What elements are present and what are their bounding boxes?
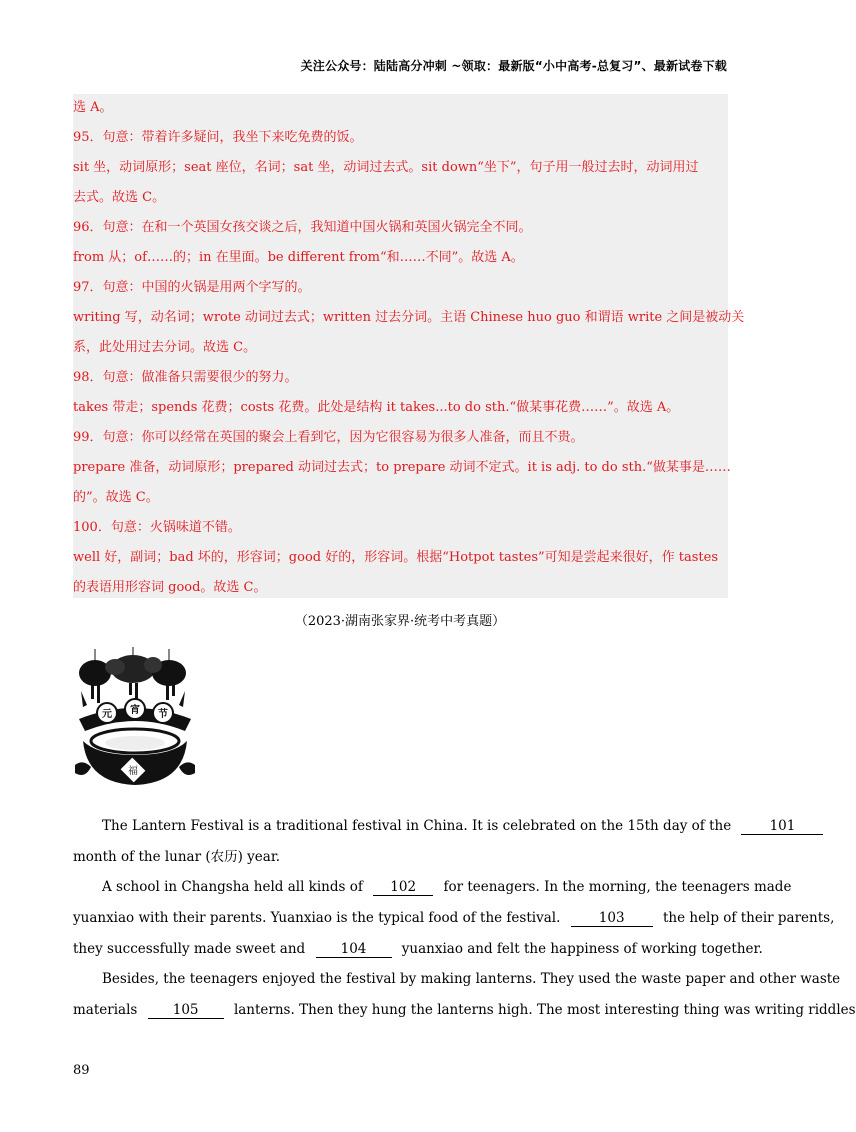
answer-line: 99．句意：你可以经常在英国的聚会上看到它，因为它很容易为很多人准备，而且不贵。 <box>73 430 584 445</box>
answer-line: prepare 准备，动词原形；prepared 动词过去式；to prepare 动词不定式。it is adj. to do sth.“做某事是…… <box>73 460 731 475</box>
passage-line <box>73 848 728 866</box>
answer-line: 选 A。 <box>73 100 113 115</box>
lantern-festival-illustration <box>73 647 197 789</box>
answer-line: 96．句意：在和一个英国女孩交谈之后，我知道中国火锅和英国火锅完全不同。 <box>73 220 532 235</box>
answer-line: 95．句意：带着许多疑问，我坐下来吃免费的饭。 <box>73 130 363 145</box>
answer-line: 97．句意：中国的火锅是用两个字写的。 <box>73 280 311 295</box>
blank-102[interactable]: 102 <box>373 880 433 896</box>
answer-line: sit 坐，动词原形；seat 座位，名词；sat 坐，动词过去式。sit down“坐下”，句子用一般过去时，动词用过 <box>73 160 699 175</box>
answer-line: 系，此处用过去分词。故选 C。 <box>73 340 257 355</box>
passage-text: yuanxiao and felt the happiness of working together. <box>401 941 763 957</box>
lantern-icon <box>73 647 197 789</box>
passage-text: A school in Changsha held all kinds of <box>102 879 363 895</box>
answer-line: 的表语用形容词 good。故选 C。 <box>73 580 267 595</box>
passage-text: Besides, the teenagers enjoyed the festival by making lanterns. They used the waste paper and other waste <box>102 971 841 987</box>
passage-text: the help of their parents, <box>662 910 835 926</box>
answer-line: 100．句意：火锅味道不错。 <box>73 520 241 535</box>
answer-line: 98．句意：做准备只需要很少的努力。 <box>73 370 298 385</box>
fu-seal: 福 <box>128 766 138 777</box>
passage-line <box>73 817 796 835</box>
page-number: 89 <box>73 1063 90 1078</box>
svg-text:节: 节 <box>158 709 168 720</box>
passage-text: The Lantern Festival is a traditional festival in China. It is celebrated on the 15th day of the <box>102 818 732 834</box>
answer-line: takes 带走；spends 花费；costs 花费。此处是结构 it takes...to do sth.“做某事花费……”。故选 A。 <box>73 400 680 415</box>
passage-text: lanterns. Then they hung the lanterns high. The most interesting thing was writing riddles <box>233 1002 856 1018</box>
passage-line <box>73 878 792 896</box>
passage-line <box>73 940 763 958</box>
answer-line: from 从；of……的；in 在里面。be different from“和……不同”。故选 A。 <box>73 250 524 265</box>
passage-text: for teenagers. In the morning, the teenagers made <box>443 879 792 895</box>
svg-text:元: 元 <box>102 709 112 720</box>
answer-line: well 好，副词；bad 坏的，形容词；good 好的，形容词。根据“Hotpot tastes”可知是尝起来很好，作 tastes <box>73 550 719 565</box>
passage-text: yuanxiao with their parents. Yuanxiao is the typical food of the festival. <box>73 910 561 926</box>
passage-text: materials <box>73 1002 138 1018</box>
blank-104[interactable]: 104 <box>316 942 392 958</box>
answer-line: writing 写，动名词；wrote 动词过去式；written 过去分词。主语 Chinese huo guo 和谓语 write 之间是被动关 <box>73 310 745 325</box>
page-header: 关注公众号：陆陆高分冲刺 ~领取：最新版“小中高考-总复习”、最新试卷下载 <box>300 59 727 73</box>
passage-text: they successfully made sweet and <box>73 941 306 957</box>
answer-line: 的”。故选 C。 <box>73 490 159 505</box>
blank-101[interactable]: 101 <box>741 819 823 835</box>
answer-line: 去式。故选 C。 <box>73 190 166 205</box>
question-source: （2023·湖南张家界·统考中考真题） <box>294 614 506 629</box>
passage-text: month of the lunar (农历) year. <box>73 849 281 865</box>
passage-line <box>73 970 841 988</box>
blank-103[interactable]: 103 <box>571 911 653 927</box>
passage-line <box>73 1001 856 1019</box>
blank-105[interactable]: 105 <box>148 1003 224 1019</box>
passage-line <box>73 909 835 927</box>
svg-text:宵: 宵 <box>130 705 140 716</box>
